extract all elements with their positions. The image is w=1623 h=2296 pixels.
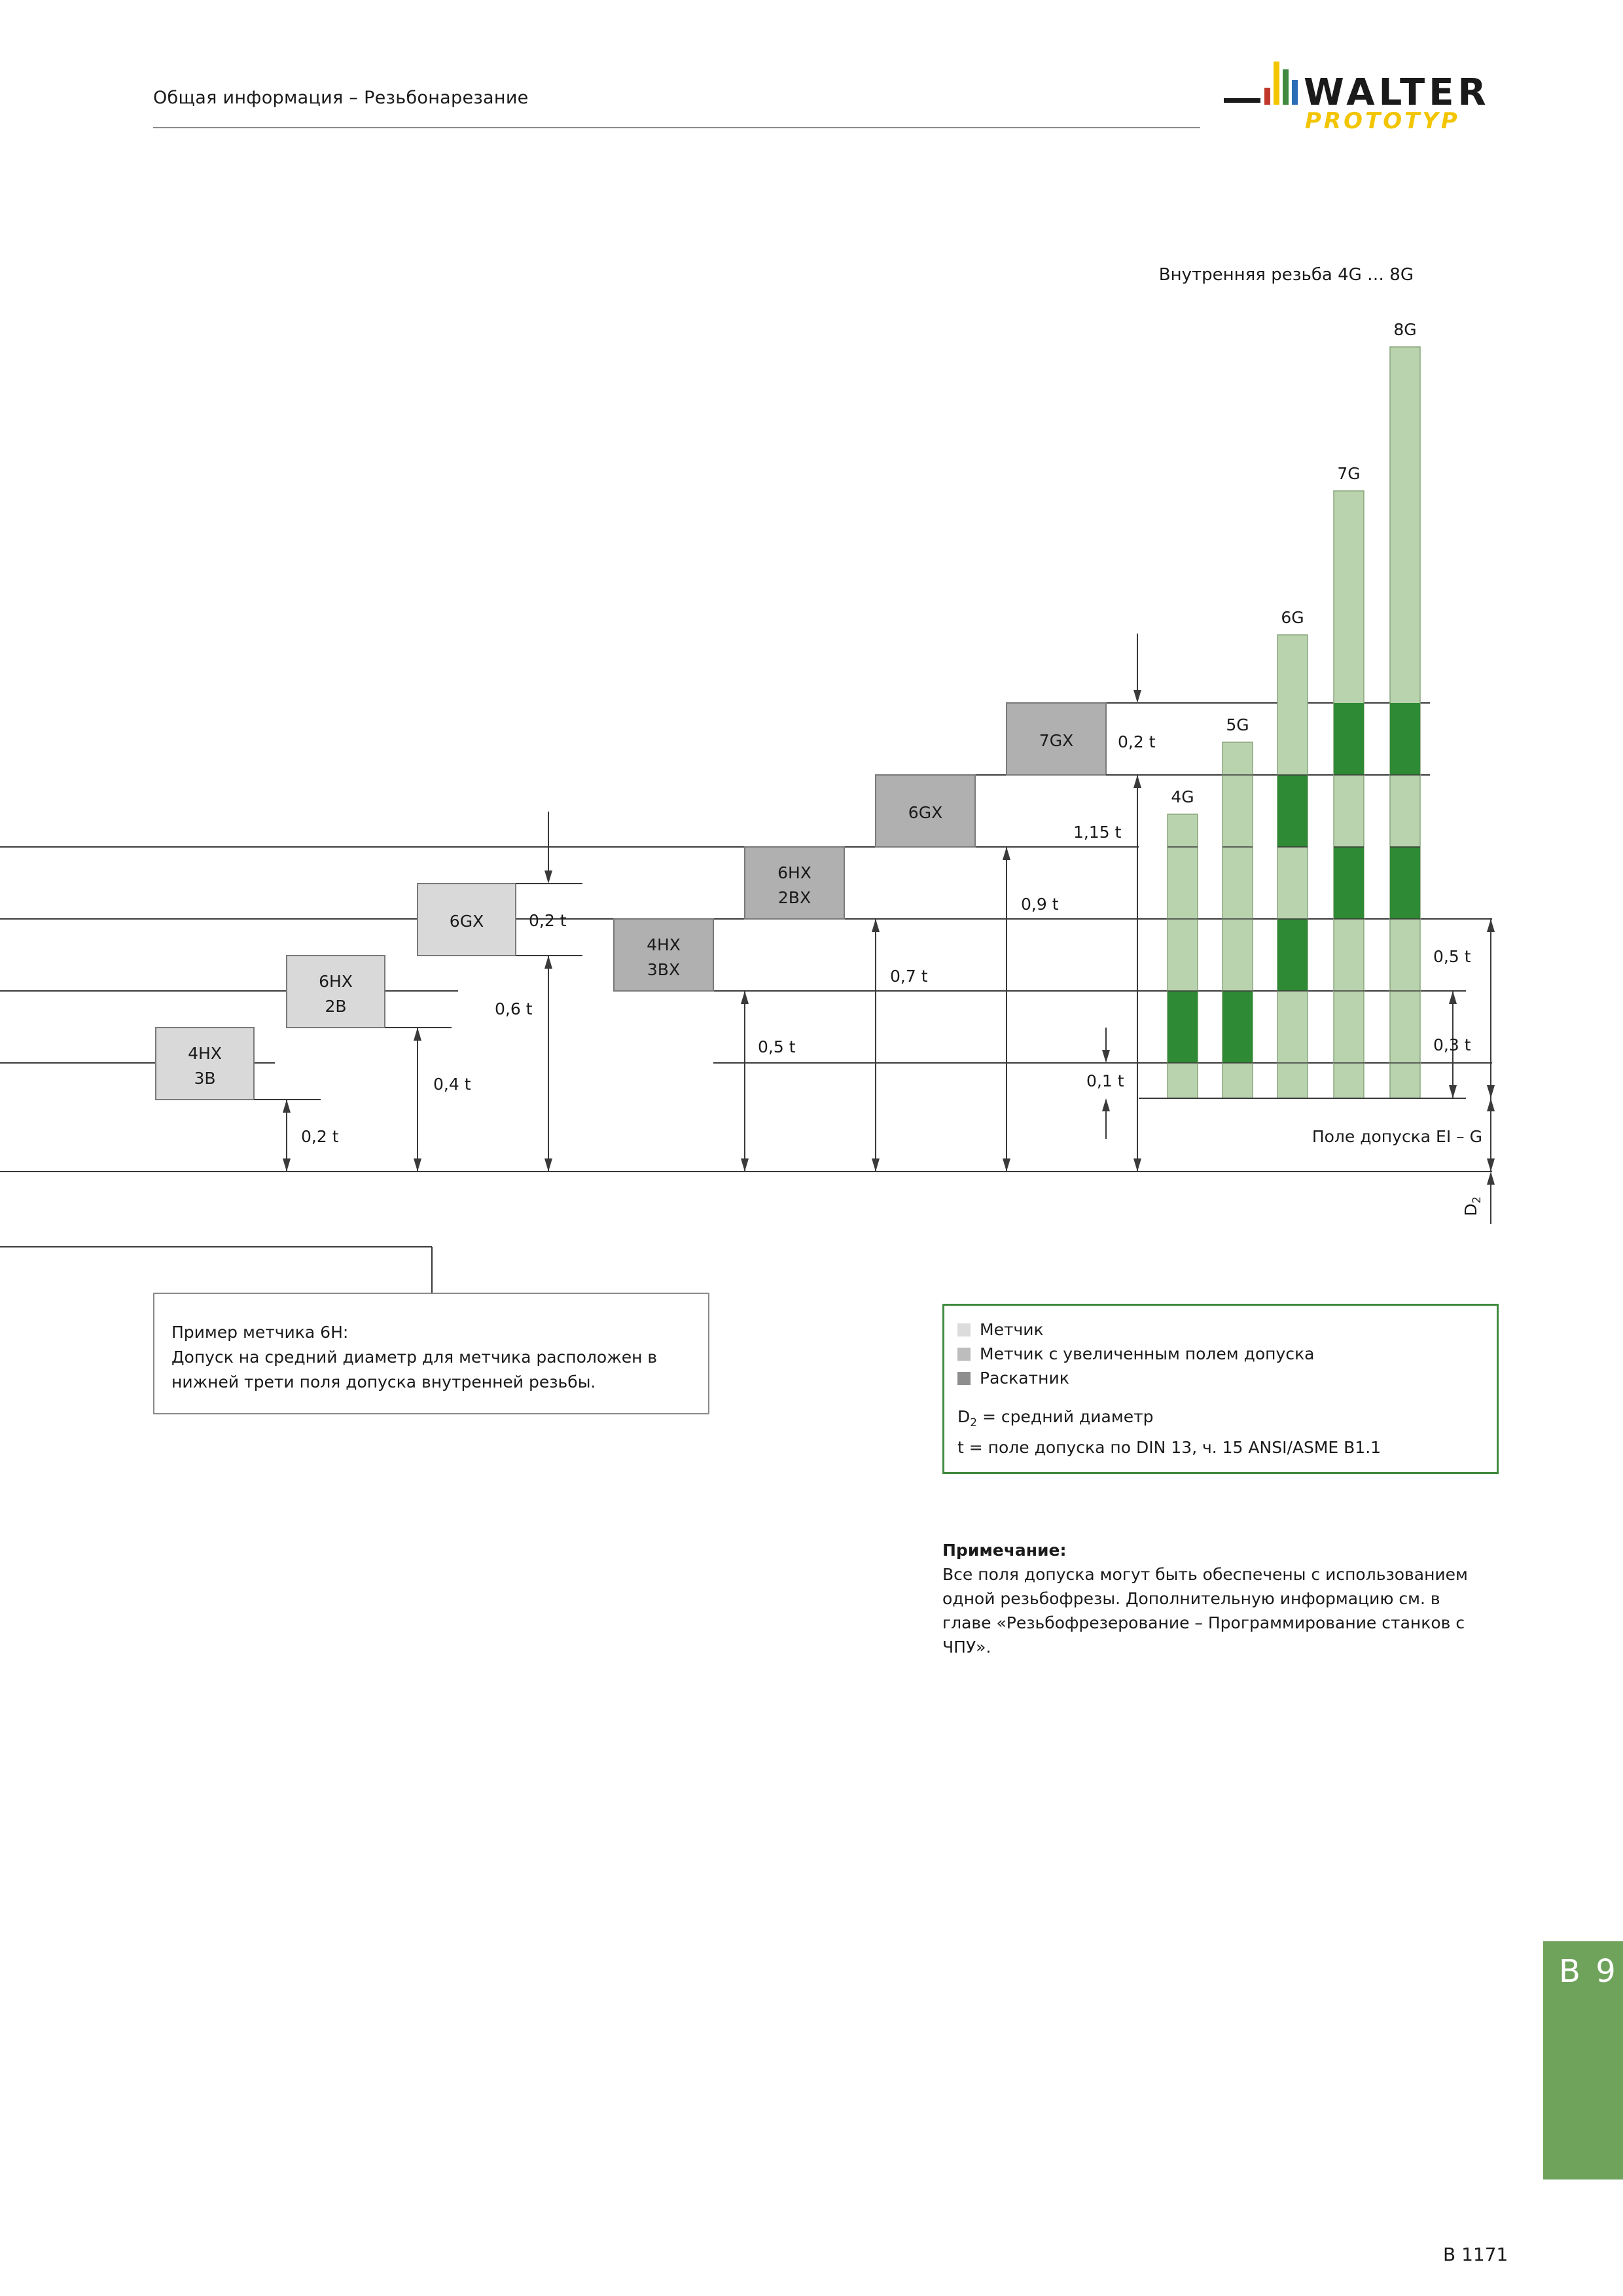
legend-item-tap (957, 1318, 1480, 1342)
tap-box-label-5: 6GX (908, 803, 943, 822)
bar-8G-segment-0 (1390, 847, 1420, 919)
bar-6G-segment-1 (1277, 775, 1308, 847)
tap-box-label-4-a: 6HX (777, 863, 812, 882)
bar-6G (1277, 635, 1308, 1098)
page-number: B 1171 (1443, 2244, 1508, 2265)
tap-box-label-0-a: 4HX (188, 1044, 222, 1063)
diagram-title: Внутренняя резьба 4G … 8G (1158, 265, 1414, 285)
dim-label-04: 0,4 t (433, 1075, 471, 1094)
tap-example-box (153, 1293, 709, 1414)
logo-walter-text: WALTER (1304, 71, 1490, 114)
tap-box-4 (745, 847, 844, 919)
dim-label-07: 0,7 t (890, 967, 928, 986)
section-tab (1543, 1941, 1623, 2179)
legend-swatch-former (957, 1372, 971, 1385)
dim-arrow-02-upper-head (1133, 690, 1141, 703)
dim-label-right-05: 0,5 t (1433, 947, 1471, 966)
tap-box-label-6: 7GX (1039, 731, 1074, 750)
dim-arrow-07b-head (872, 1158, 880, 1172)
bar-7G (1334, 491, 1364, 1098)
dim-arrow-d2-head (1487, 1172, 1495, 1185)
dim-arrow-right-05b-head (1487, 1085, 1495, 1098)
legend-swatch-wide-tap (957, 1348, 971, 1361)
tap-box-label-1-a: 6HX (319, 972, 353, 991)
section-tab-label: B 9 (1559, 1953, 1618, 1990)
note-text: Все поля допуска могут быть обеспечены с использованием одной резьбофрезы. Дополнительную информацию см. в главе «Резьбофрезерование – Программирование станков с ЧПУ». (942, 1565, 1468, 1657)
legend-item-wide-tap (957, 1342, 1480, 1366)
bar-7G-segment-1 (1334, 703, 1364, 775)
bar-label-4G: 4G (1171, 787, 1194, 806)
bar-6G-segment-0 (1277, 919, 1308, 991)
dim-arrow-09b-head (1003, 1158, 1010, 1172)
dim-arrow-06b-head (544, 1158, 552, 1172)
dim-label-06: 0,6 t (495, 999, 533, 1018)
dim-label-right-03: 0,3 t (1433, 1035, 1471, 1054)
bar-8G-segment-1 (1390, 703, 1420, 775)
dim-arrow-right-03b-head (1449, 1085, 1457, 1098)
tap-box-label-2: 6GX (449, 912, 484, 931)
d2-label: $D_2$ (1461, 1196, 1484, 1216)
note-title: Примечание: (942, 1541, 1067, 1560)
tap-box-3 (614, 919, 713, 991)
bar-label-8G: 8G (1393, 320, 1417, 339)
legend-d2-definition: $D_2$ = средний диаметр (957, 1407, 1154, 1429)
dim-label-01: 0,1 t (1086, 1071, 1124, 1090)
legend-label-tap: Метчик (980, 1320, 1044, 1339)
dim-label-02-top: 0,2 t (529, 911, 567, 930)
dim-arrow-right-fieldb-head (1487, 1158, 1495, 1172)
dim-arrow-02-top-head (544, 870, 552, 884)
dim-label-09: 0,9 t (1021, 895, 1059, 914)
tap-box-label-1-b: 2B (325, 997, 347, 1016)
page-header-title: Общая информация – Резьбонарезание (153, 88, 529, 108)
legend-label-former: Раскатник (980, 1369, 1069, 1388)
bar-label-5G: 5G (1226, 715, 1249, 734)
logo-prototyp-text: PROTOTYP (1305, 108, 1460, 134)
dim-arrow-01-bot-head (1102, 1098, 1110, 1111)
tap-box-label-4-b: 2BX (777, 888, 812, 907)
bar-7G-segment-0 (1334, 847, 1364, 919)
dim-arrow-115b-head (1133, 1158, 1141, 1172)
bar-label-6G: 6G (1281, 608, 1304, 627)
dim-label-115: 1,15 t (1073, 823, 1122, 842)
dim-arrow-04b-head (414, 1158, 421, 1172)
dim-arrow-01-top-head (1102, 1050, 1110, 1063)
legend-label-wide-tap: Метчик с увеличенным полем допуска (980, 1344, 1315, 1363)
example-title: Пример метчика 6H: (171, 1323, 349, 1342)
example-text: Допуск на средний диаметр для метчика расположен в нижней трети поля допуска внутренней резьбы. (171, 1348, 658, 1391)
field-label: Поле допуска EI – G (1311, 1127, 1482, 1146)
dim-label-02: 0,2 t (301, 1127, 339, 1146)
tap-box-label-3-a: 4HX (647, 935, 681, 954)
legend-item-former (957, 1366, 1480, 1390)
bar-5G-segment-0 (1222, 991, 1253, 1063)
bar-label-7G: 7G (1337, 464, 1361, 483)
note-block (942, 1538, 1492, 1659)
legend-swatch-tap (957, 1323, 971, 1336)
dim-label-02-upper: 0,2 t (1118, 732, 1156, 751)
legend-box (942, 1304, 1499, 1474)
dim-arrow-02b-head (283, 1158, 291, 1172)
dim-label-05: 0,5 t (758, 1037, 796, 1056)
tap-box-0 (156, 1028, 254, 1100)
tap-box-label-3-b: 3BX (647, 960, 681, 979)
tap-box-1 (287, 956, 385, 1028)
bar-4G-segment-0 (1168, 991, 1198, 1063)
legend-t-definition: t = поле допуска по DIN 13, ч. 15 ANSI/ASME B1.1 (957, 1438, 1382, 1457)
dim-arrow-05b-head (741, 1158, 749, 1172)
tap-box-label-0-b: 3B (194, 1069, 216, 1088)
